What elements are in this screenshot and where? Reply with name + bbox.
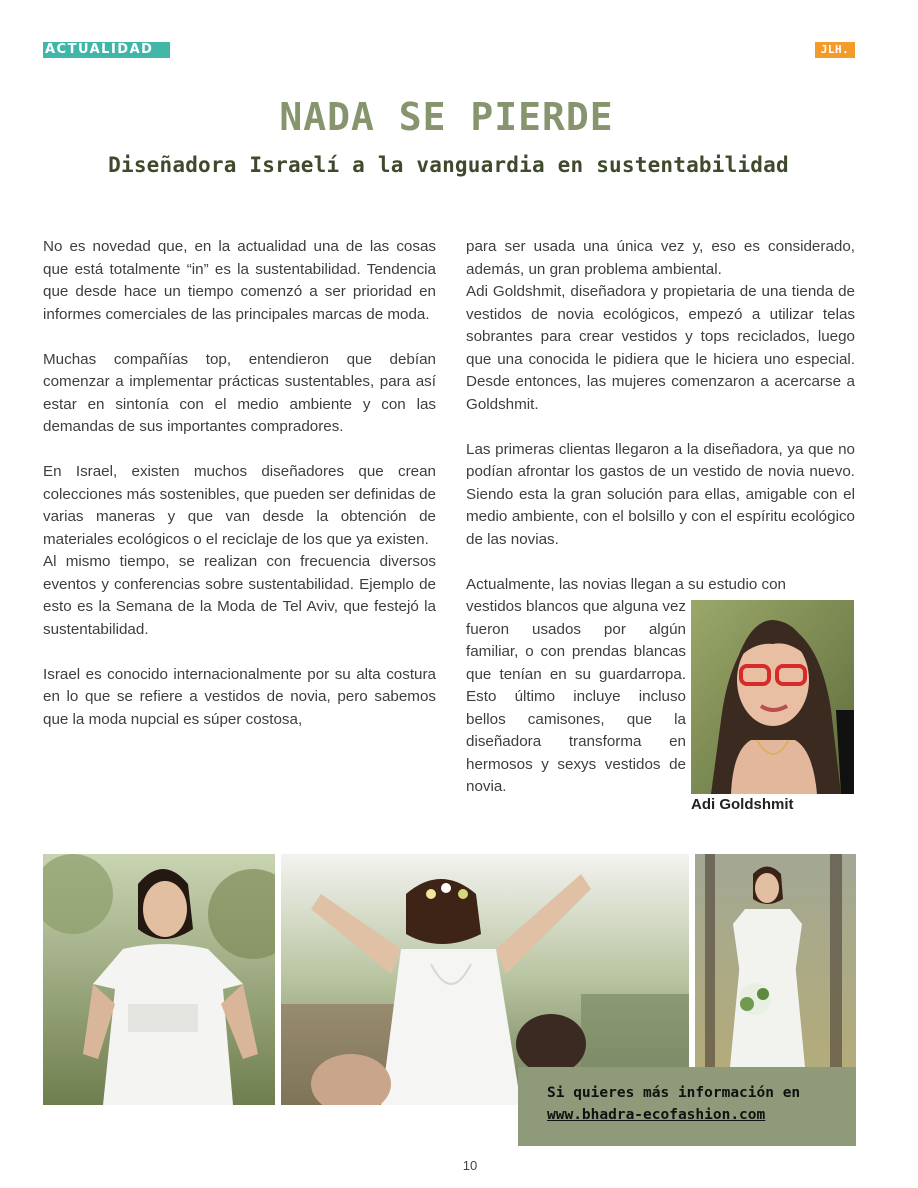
- right-column-wrap: [466, 596, 686, 799]
- website-link[interactable]: www.bhadra-ecofashion.com: [547, 1107, 766, 1123]
- portrait-image: [691, 600, 854, 794]
- section-tag: ACTUALIDAD: [43, 42, 170, 58]
- bride-photo-front: [43, 854, 275, 1105]
- article-title: NADA SE PIERDE: [279, 95, 614, 139]
- photo-image: [43, 854, 275, 1105]
- paragraph: Adi Goldshmit, diseñadora y propietaria de una tienda de vestidos de novia ecológicos, empezó a utilizar telas sobrantes para crear vestidos y tops reciclados, luego que una conocida le pidiera que le hiciera uno especial. Desde entonces, las mujeres comenzaron a acercarse a Goldshmit.: [466, 283, 855, 413]
- info-text: Si quieres más información en: [547, 1085, 801, 1101]
- left-column: [43, 236, 436, 731]
- paragraph: vestidos blancos que alguna vez fueron usados por algún familiar, o con prendas blancas que tenían en su guardarropa. Esto último incluye incluso bellos camisones, que la diseñadora transforma en hermosos y sexys vestidos de novia.: [466, 598, 686, 795]
- paragraph: Las primeras clientas llegaron a la diseñadora, ya que no podían afrontar los gastos de un vestido de novia nuevo. Siendo esta la gran solución para ellas, amigable con el medio ambiente, con el bolsillo y con el espíritu ecológico de las novias.: [466, 440, 855, 548]
- magazine-logo: JLH.: [815, 42, 855, 58]
- paragraph: para ser usada una única vez y, eso es considerado, además, un gran problema ambiental.: [466, 238, 855, 278]
- paragraph: Actualmente, las novias llegan a su estudio con: [466, 575, 786, 593]
- article-subtitle: Diseñadora Israelí a la vanguardia en sustentabilidad: [108, 153, 789, 177]
- photo-image: [695, 854, 856, 1067]
- designer-portrait-photo: [691, 600, 854, 794]
- right-column: [466, 236, 855, 596]
- more-info-box: [518, 1067, 856, 1146]
- portrait-caption: Adi Goldshmit: [691, 796, 794, 813]
- paragraph: En Israel, existen muchos diseñadores que crean colecciones más sostenibles, que pueden ser definidas de varias maneras y que van desde la obtención de materiales ecológicos o el reciclaje de los que ya existen.: [43, 463, 436, 548]
- paragraph: Israel es conocido internacionalmente por su alta costura en lo que se refiere a vestidos de novia, pero sabemos que la moda nupcial es súper costosa,: [43, 665, 436, 728]
- paragraph: Al mismo tiempo, se realizan con frecuencia diversos eventos y conferencias sobre sustentabilidad. Ejemplo de esto es la Semana de la Moda de Tel Aviv, que festejó la sustentabilidad.: [43, 553, 436, 638]
- bride-photo-bouquet: [695, 854, 856, 1067]
- page-number: 10: [462, 1158, 478, 1173]
- paragraph: No es novedad que, en la actualidad una de las cosas que está totalmente “in” es la sustentabilidad. Tendencia que desde hace un tiempo comenzó a ser prioridad en informes comerciales de las principales marcas de moda.: [43, 238, 436, 323]
- paragraph: Muchas compañías top, entendieron que debían comenzar a implementar prácticas sustentables, para así estar en sintonía con el medio ambiente y con las demandas de sus importantes compradores.: [43, 350, 436, 435]
